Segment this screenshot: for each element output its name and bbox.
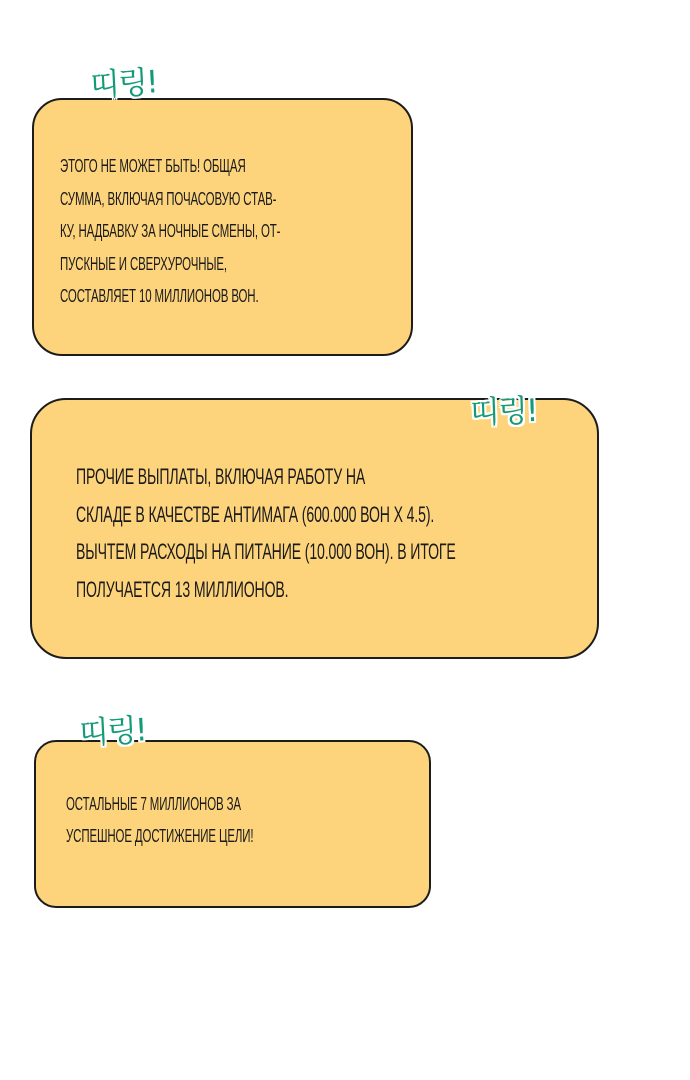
message-line: ПОЛУЧАЕТСЯ 13 МИЛЛИОНОВ. — [76, 576, 289, 602]
message-text-2 — [76, 458, 588, 608]
message-line: КУ, НАДБАВКУ ЗА НОЧНЫЕ СМЕНЫ, ОТ- — [60, 220, 281, 241]
sound-effect-ding-2: 띠링! — [469, 392, 538, 432]
message-line: СКЛАДЕ В КАЧЕСТВЕ АНТИМАГА (600.000 ВОН X 4.5). — [76, 501, 435, 527]
message-line: УСПЕШНОЕ ДОСТИЖЕНИЕ ЦЕЛИ! — [66, 824, 254, 846]
message-line: ВЫЧТЕМ РАСХОДЫ НА ПИТАНИЕ (10.000 ВОН). В ИТОГЕ — [76, 539, 456, 564]
sound-effect-ding-3: 띠링! — [78, 712, 147, 752]
message-line: ПРОЧИЕ ВЫПЛАТЫ, ВКЛЮЧАЯ РАБОТУ НА — [76, 464, 366, 489]
message-text-1 — [60, 150, 407, 313]
message-line: ОСТАЛЬНЫЕ 7 МИЛЛИОНОВ ЗА — [66, 793, 241, 814]
message-text-3 — [66, 788, 364, 851]
message-line: СУММА, ВКЛЮЧАЯ ПОЧАСОВУЮ СТАВ- — [60, 187, 277, 209]
sound-effect-ding-1: 띠링! — [89, 64, 158, 104]
message-line: СОСТАВЛЯЕТ 10 МИЛЛИОНОВ ВОН. — [60, 285, 259, 306]
message-line: ЭТОГО НЕ МОЖЕТ БЫТЬ! ОБЩАЯ — [60, 155, 246, 176]
message-line: ПУСКНЫЕ И СВЕРХУРОЧНЫЕ, — [60, 252, 227, 274]
